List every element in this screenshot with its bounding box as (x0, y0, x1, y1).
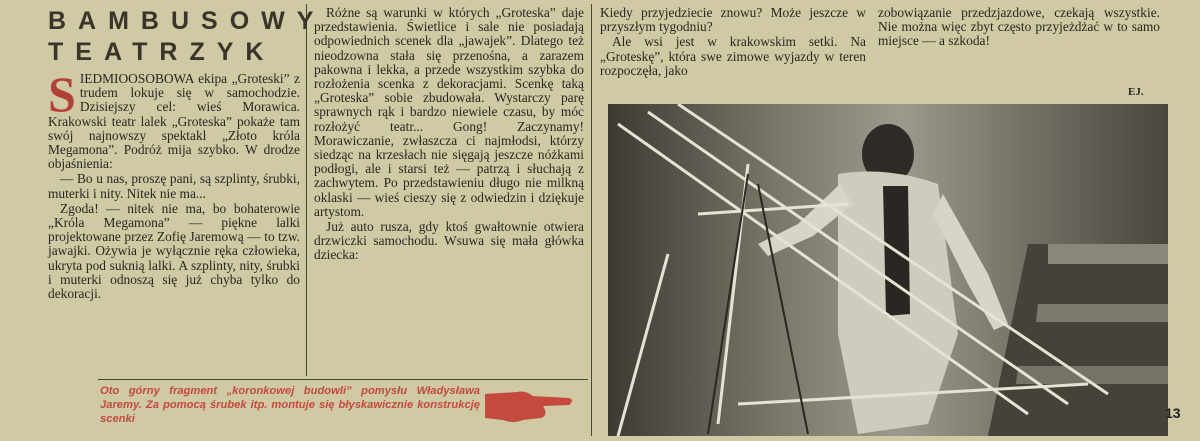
paragraph: Kiedy przyjedziecie znowu? Może jeszcze w przyszłym tygodniu? (600, 5, 866, 35)
article-title (48, 6, 326, 68)
paragraph: Różne są warunki w których „Groteska” daje przedstawienia. Świetlice i sale nie posiadają odpowiednich scenek dla „jawajek”. Dlatego też nieodzowna stała się przenośna, a zarazem pakowna i lekka, a przede wszystkim szybka do rozłożenia scenka z dekoracjami. Scenkę taką „Groteska” sobie zbudowała. Wystarczy parę sprawnych rąk i bardzo niewiele czasu, by móc rozłożyć teatr... Gong! Zaczynamy! Morawiczanie, zwłaszcza ci najmłodsi, którzy siedząc na krzesłach nie sięgają jeszcze nóżkami podłogi, ale i starsi też — patrzą i słuchają z zachwytem. Po przedstawieniu długo nie milkną oklaski — wieś cieszy się z odwiedzin i dziękuje artystom. (314, 5, 584, 219)
article-photo (608, 104, 1168, 436)
text-column-3 (600, 6, 866, 79)
paragraph: Zgoda! — nitek nie ma, bo bohaterowie „Króla Megamona” — piękne lalki projektowane przez Zofię Jaremową — to tzw. jawajki. Ożywia je wyłącznie ręka człowieka, ukryta pod suknią lalki. A szplinty, nity, śrubki i muterki odnoszą się już chyba tylko do dekoracji. (48, 200, 300, 302)
paragraph: zobowiązanie przedzjazdowe, czekają wszystkie. Nie można więc zbyt często przyjeżdżać w to samo miejsce — a szkoda! (878, 5, 1160, 49)
text-column-1 (48, 66, 300, 302)
column-rule (591, 4, 592, 436)
text-column-4 (878, 6, 1160, 50)
paragraph: Ale wsi jest w krakowskim setki. Na „Groteskę”, która swe zimowe wyjazdy w teren rozpoczęła, jako (600, 34, 866, 78)
page-number: 13 (1165, 405, 1181, 421)
photo-illustration (608, 104, 1168, 436)
photo-caption: Oto górny fragment „koronkowej budowli” pomysłu Władysława Jaremy. Za pomocą śrubek itp. montuje się błyskawicznie konstrukcję scenki (100, 385, 480, 425)
paragraph: Już auto rusza, gdy ktoś gwałtownie otwiera drzwiczki samochodu. Wsuwa się mała główka dziecka: (314, 219, 584, 263)
author-signature: EJ. (1128, 86, 1144, 98)
paragraph: IEDMIOOSOBOWA ekipa „Groteski” z trudem lokuje się w samochodzie. Dzisiejszy cel: wieś Morawica. Krakowski teatr lalek „Groteska” pokaże tam swój najnowszy spektakl „Złoto króla Megamona”. Podróż mija szybko. W drodze objaśnienia: (48, 71, 300, 172)
text-column-2 (314, 6, 584, 264)
drop-cap: S (48, 66, 76, 122)
paragraph: — Bo u nas, proszę pani, są szplinty, śrubki, muterki i nity. Nitek nie ma... (48, 171, 300, 201)
caption-rule (98, 379, 588, 380)
title-line-1: BAMBUSOWY (48, 7, 326, 35)
pointing-hand-icon (483, 386, 575, 426)
title-line-2: TEATRZYK (48, 38, 276, 66)
